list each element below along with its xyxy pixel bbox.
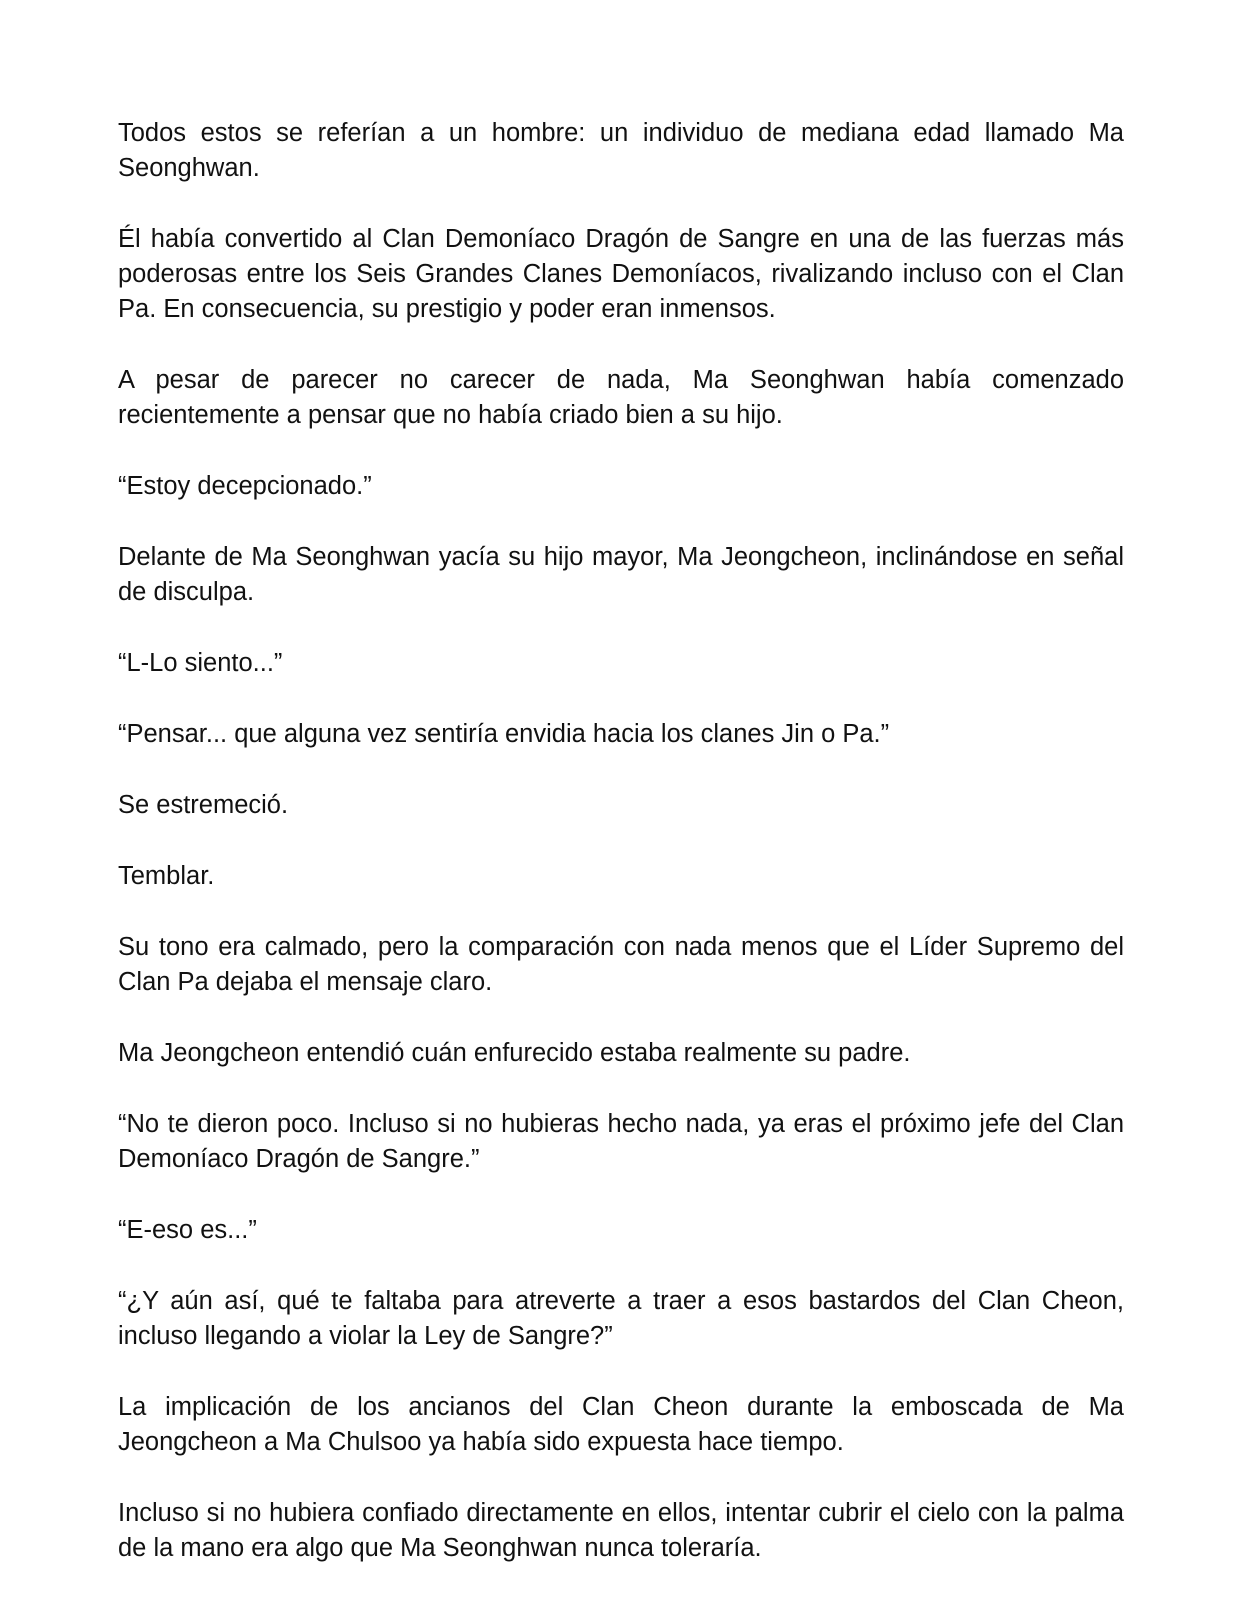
paragraph: Todos estos se referían a un hombre: un individuo de mediana edad llamado Ma Seonghwan.: [118, 119, 1124, 182]
paragraph: A pesar de parecer no carecer de nada, Ma Seonghwan había comenzado recientemente a pensar que no había criado bien a su hijo.: [118, 366, 1124, 429]
paragraph: “E-eso es...”: [118, 1216, 257, 1244]
paragraph: La implicación de los ancianos del Clan Cheon durante la emboscada de Ma Jeongcheon a Ma Chulsoo ya había sido expuesta hace tiempo.: [118, 1393, 1124, 1456]
paragraph: “Pensar... que alguna vez sentiría envidia hacia los clanes Jin o Pa.”: [118, 720, 890, 748]
paragraph: “¿Y aún así, qué te faltaba para atreverte a traer a esos bastardos del Clan Cheon, incluso llegando a violar la Ley de Sangre?”: [118, 1287, 1124, 1350]
paragraph: “Estoy decepcionado.”: [118, 472, 372, 500]
paragraph: Se estremeció.: [118, 791, 289, 819]
paragraph: “L-Lo siento...”: [118, 649, 283, 677]
paragraph: Ma Jeongcheon entendió cuán enfurecido estaba realmente su padre.: [118, 1039, 911, 1067]
paragraph: Él había convertido al Clan Demoníaco Dragón de Sangre en una de las fuerzas más poderosas entre los Seis Grandes Clanes Demoníacos, rivalizando incluso con el Clan Pa. En consecuencia, su prestigio y poder eran inmensos.: [118, 225, 1124, 323]
paragraph: Delante de Ma Seonghwan yacía su hijo mayor, Ma Jeongcheon, inclinándose en señal de disculpa.: [118, 543, 1124, 606]
paragraph: “No te dieron poco. Incluso si no hubieras hecho nada, ya eras el próximo jefe del Clan Demoníaco Dragón de Sangre.”: [118, 1110, 1124, 1173]
paragraph: Incluso si no hubiera confiado directamente en ellos, intentar cubrir el cielo con la palma de la mano era algo que Ma Seonghwan nunca toleraría.: [118, 1499, 1124, 1562]
paragraph: Su tono era calmado, pero la comparación con nada menos que el Líder Supremo del Clan Pa dejaba el mensaje claro.: [118, 933, 1124, 996]
text-body: [118, 116, 1124, 1602]
paragraph: Temblar.: [118, 862, 215, 890]
